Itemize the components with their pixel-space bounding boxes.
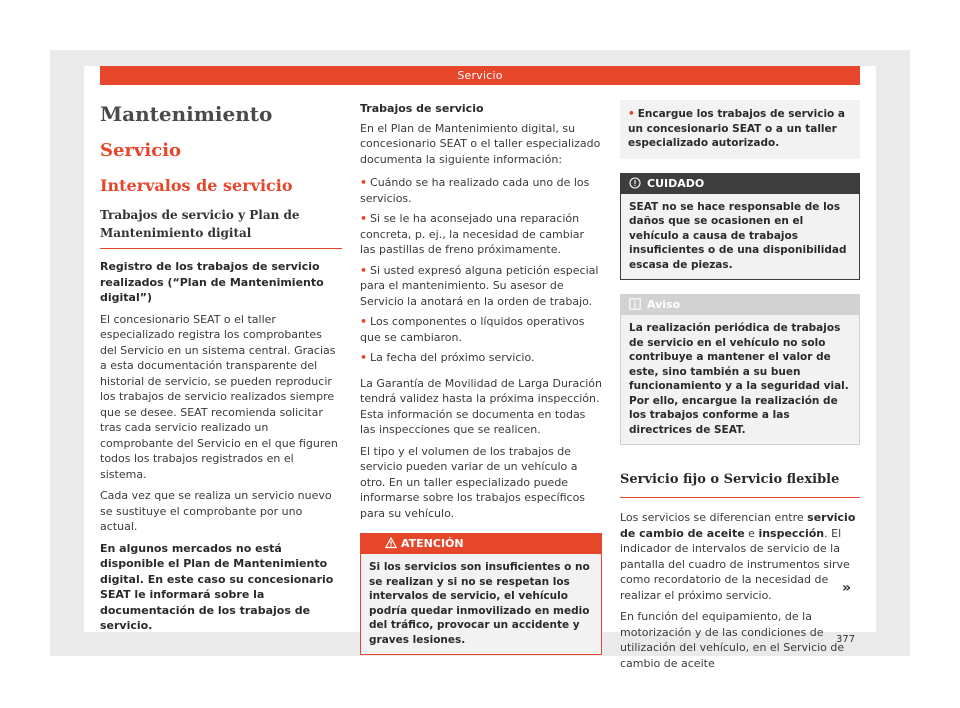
warning-text: Si los servicios son insuficientes o no se realizan y si no se respetan los intervalos de servicio, el vehículo podría quedar inmovilizado en medio del tráfico, provocar un accidente y graves lesiones. bbox=[361, 554, 601, 654]
warning-header: ATENCIÓN bbox=[361, 534, 601, 554]
paragraph: En función del equipamiento, de la motorización y de las condiciones de utilización del vehículo, en el Servicio de cambio de aceite bbox=[620, 610, 845, 670]
note-header: Aviso bbox=[621, 295, 859, 315]
list-item: • Si usted expresó alguna petición especial para el mantenimiento. Su asesor de Servicio la anotará en la orden de trabajo. bbox=[360, 263, 599, 308]
bullet-icon: • bbox=[360, 176, 368, 189]
caution-box bbox=[620, 173, 860, 281]
continued-marker: » bbox=[842, 580, 852, 596]
page-number: 377 bbox=[836, 634, 856, 645]
topic-title: Trabajos de servicio y Plan de Mantenimiento digital bbox=[100, 206, 342, 249]
paragraph: En el Plan de Mantenimiento digital, su concesionario SEAT o el taller especializado documenta la siguiente información: bbox=[360, 121, 601, 166]
caution-header: CUIDADO bbox=[621, 174, 859, 194]
alert-circle-icon bbox=[629, 177, 641, 189]
chapter-header: Servicio bbox=[100, 66, 860, 85]
column-left bbox=[100, 98, 342, 634]
section-title: Servicio bbox=[100, 140, 182, 161]
column-right bbox=[620, 98, 860, 671]
info-icon bbox=[629, 298, 641, 310]
paragraph: Los servicios se diferencian entre servicio de cambio de aceite e inspección. El indicador de intervalos de servicio de la pantalla del cuadro de instrumentos sirve como recordatorio de la necesidad de realizar el próximo servicio. bbox=[620, 511, 856, 602]
bullet-icon: • bbox=[360, 212, 368, 225]
subheading: Trabajos de servicio bbox=[360, 102, 484, 115]
warning-triangle-icon bbox=[385, 537, 397, 549]
paragraph: El tipo y el volumen de los trabajos de servicio pueden variar de un vehículo a otro. En un taller especializado puede informarse sobre los trabajos específicos para su vehículo. bbox=[360, 444, 586, 520]
paragraph-intro-bold: Registro de los trabajos de servicio realizados (“Plan de Mantenimiento digital”) bbox=[100, 260, 324, 304]
list-item: • Los componentes o líquidos operativos que se cambiaron. bbox=[360, 315, 585, 344]
column-middle bbox=[360, 98, 602, 655]
warning-box bbox=[360, 533, 602, 655]
list-item: • Si se le ha aconsejado una reparación concreta, p. ej., la necesidad de cambiar las pastillas de freno próximamente. bbox=[360, 212, 585, 256]
paragraph-bold: En algunos mercados no está disponible el Plan de Mantenimiento digital. En este caso su concesionario SEAT le informará sobre la documentación de los trabajos de servicio. bbox=[100, 541, 334, 632]
paragraph: El concesionario SEAT o el taller especializado registra los comprobantes del Servicio en un sistema central. Gracias a esta documentación transparente del historial de servicio, se pueden reproducir los trabajos de servicio realizados siempre que se desee. SEAT recomienda solicitar tras cada servicio realizado un comprobante del Servicio en el que figuren todos los trabajos registrados en el sistema. bbox=[100, 312, 338, 481]
paragraph: Cada vez que se realiza un servicio nuevo se sustituye el comprobante por uno actual. bbox=[100, 489, 332, 533]
bullet-icon: • bbox=[360, 315, 368, 328]
bullet-icon: • bbox=[360, 263, 368, 277]
chapter-title: Mantenimiento bbox=[100, 102, 273, 126]
subsection-title: Intervalos de servicio bbox=[100, 176, 293, 195]
list-item: • La fecha del próximo servicio. bbox=[360, 351, 535, 364]
paragraph: La Garantía de Movilidad de Larga Duración tendrá validez hasta la próxima inspección. Esta información se documenta en todas las inspecciones que se realicen. bbox=[360, 376, 602, 436]
info-box: • Encargue los trabajos de servicio a un concesionario SEAT o a un taller especializado autorizado. bbox=[620, 100, 860, 159]
list-item: • Cuándo se ha realizado cada uno de los servicios. bbox=[360, 176, 590, 205]
note-box bbox=[620, 294, 860, 445]
caution-text: SEAT no se hace responsable de los daños que se ocasionen en el vehículo a causa de trabajos insuficientes o de una disponibilidad escasa de piezas. bbox=[621, 194, 859, 280]
bullet-icon: • bbox=[628, 108, 635, 120]
note-text: La realización periódica de trabajos de servicio en el vehículo no solo contribuye a mantener el valor de este, sino también a su buen funcionamiento y a la seguridad vial. Por ello, encargue la realización de los trabajos conforme a las directrices de SEAT. bbox=[621, 315, 859, 444]
bullet-icon: • bbox=[360, 351, 368, 364]
section-heading: Servicio fijo o Servicio flexible bbox=[620, 471, 860, 498]
